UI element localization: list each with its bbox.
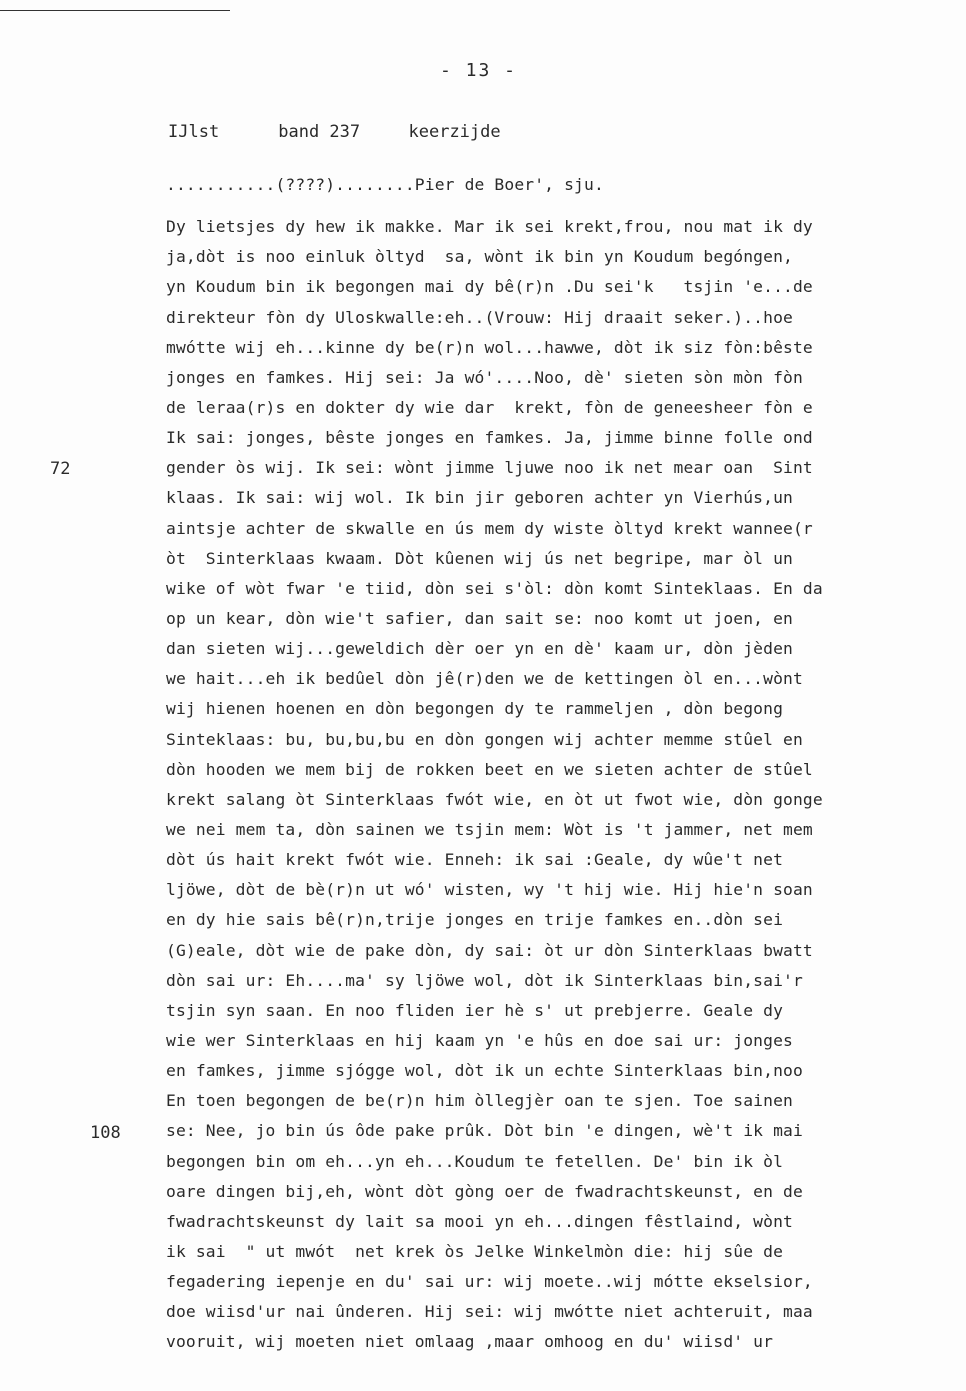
text-line: begongen bin om eh...yn eh...Koudum te fetellen. De' bin ik òl <box>166 1151 784 1171</box>
page-number: - 13 - <box>440 60 518 81</box>
text-line: yn Koudum bin ik begongen mai dy bê(r)n .Du sei'k tsjin 'e...de <box>166 277 813 297</box>
text-line: ik sai " ut mwót net krek òs Jelke Winkelmòn die: hij sûe de <box>166 1241 784 1261</box>
header-band: band 237 <box>278 122 361 142</box>
margin-line-number: 108 <box>90 1122 121 1143</box>
text-line: dan sieten wij...geweldich dèr oer yn en dè' kaam ur, dòn jèden <box>166 639 793 659</box>
text-line: ja,dòt is noo einluk òltyd sa, wònt ik bin yn Koudum begóngen, <box>166 247 793 267</box>
text-line: dòt ús hait krekt fwót wie. Enneh: ik sai :Geale, dy wûe't net <box>166 850 784 870</box>
text-line: we hait...eh ik bedûel dòn jê(r)den we de kettingen òl en...wònt <box>166 669 803 689</box>
title-line: ...........(????)........Pier de Boer', sju. <box>166 175 604 194</box>
text-line: jonges en famkes. Hij sei: Ja wó'....Noo, dè' sieten sòn mòn fòn <box>166 367 803 387</box>
text-line: wike of wòt fwar 'e tiid, dòn sei s'òl: dòn komt Sinteklaas. En da <box>166 578 823 598</box>
text-line: òt Sinterklaas kwaam. Dòt kûenen wij ús net begripe, mar òl un <box>166 548 793 568</box>
text-line: direkteur fòn dy Uloskwalle:eh..(Vrouw: Hij draait seker.)..hoe <box>166 307 793 327</box>
text-line: dòn hooden we mem bij de rokken beet en we sieten achter de stûel <box>166 759 813 779</box>
text-line: op un kear, dòn wie't safier, dan sait se: noo komt ut joen, en <box>166 608 793 628</box>
text-line: oare dingen bij,eh, wònt dòt gòng oer de fwadrachtskeunst, en de <box>166 1181 803 1201</box>
text-line: Dy lietsjes dy hew ik makke. Mar ik sei krekt,frou, nou mat ik dy <box>166 217 813 237</box>
text-line: wij hienen hoenen en dòn begongen dy te rammeljen , dòn begong <box>166 699 784 719</box>
text-line: En toen begongen de be(r)n him òllegjèr oan te sjen. Toe sainen <box>166 1091 793 1111</box>
header-place: IJlst <box>168 122 220 142</box>
document-header <box>168 122 501 142</box>
text-line: doe wiisd'ur nai ûnderen. Hij sei: wij mwótte niet achteruit, maa <box>166 1302 813 1322</box>
text-line: ljöwe, dòt de bè(r)n ut wó' wisten, wy 't hij wie. Hij hie'n soan <box>166 880 813 900</box>
text-line: mwótte wij eh...kinne dy be(r)n wol...hawwe, dòt ik siz fòn:bêste <box>166 337 813 357</box>
top-rule <box>0 10 230 11</box>
margin-line-number: 72 <box>50 459 71 480</box>
text-line: (G)eale, dòt wie de pake dòn, dy sai: òt ur dòn Sinterklaas bwatt <box>166 940 813 960</box>
text-line: vooruit, wij moeten niet omlaag ,maar omhoog en du' wiisd' ur <box>166 1332 774 1352</box>
text-line: en dy hie sais bê(r)n,trije jonges en trije famkes en..dòn sei <box>166 910 784 930</box>
transcript-body <box>166 170 966 1357</box>
text-line: fegadering iepenje en du' sai ur: wij moete..wij mótte ekselsior, <box>166 1272 813 1292</box>
text-line: wie wer Sinterklaas en hij kaam yn 'e hûs en doe sai ur: jonges <box>166 1030 793 1050</box>
text-line: Sinteklaas: bu, bu,bu,bu en dòn gongen wij achter memme stûel en <box>166 729 803 749</box>
header-side: keerzijde <box>408 122 501 142</box>
text-line: krekt salang òt Sinterklaas fwót wie, en òt ut fwot wie, dòn gonge <box>166 789 823 809</box>
text-line: we nei mem ta, dòn sainen we tsjin mem: Wòt is 't jammer, net mem <box>166 819 813 839</box>
text-line: tsjin syn saan. En noo fliden ier hè s' ut prebjerre. Geale dy <box>166 1000 784 1020</box>
text-line: dòn sai ur: Eh....ma' sy ljöwe wol, dòt ik Sinterklaas bin,sai'r <box>166 970 803 990</box>
text-line: fwadrachtskeunst dy lait sa mooi yn eh...dingen fêstlaind, wònt <box>166 1211 793 1231</box>
text-line: se: Nee, jo bin ús ôde pake prûk. Dòt bin 'e dingen, wè't ik mai <box>166 1121 803 1141</box>
text-line: Ik sai: jonges, bêste jonges en famkes. Ja, jimme binne folle ond <box>166 428 813 448</box>
text-line: gender òs wij. Ik sei: wònt jimme ljuwe noo ik net mear oan Sint <box>166 458 813 478</box>
text-line: en famkes, jimme sjógge wol, dòt ik un echte Sinterklaas bin,noo <box>166 1061 803 1081</box>
text-line: aintsje achter de skwalle en ús mem dy wiste òltyd krekt wannee(r <box>166 518 813 538</box>
text-line: klaas. Ik sai: wij wol. Ik bin jir geboren achter yn Vierhús,un <box>166 488 793 508</box>
text-line: de leraa(r)s en dokter dy wie dar krekt, fòn de geneesheer fòn e <box>166 397 813 417</box>
